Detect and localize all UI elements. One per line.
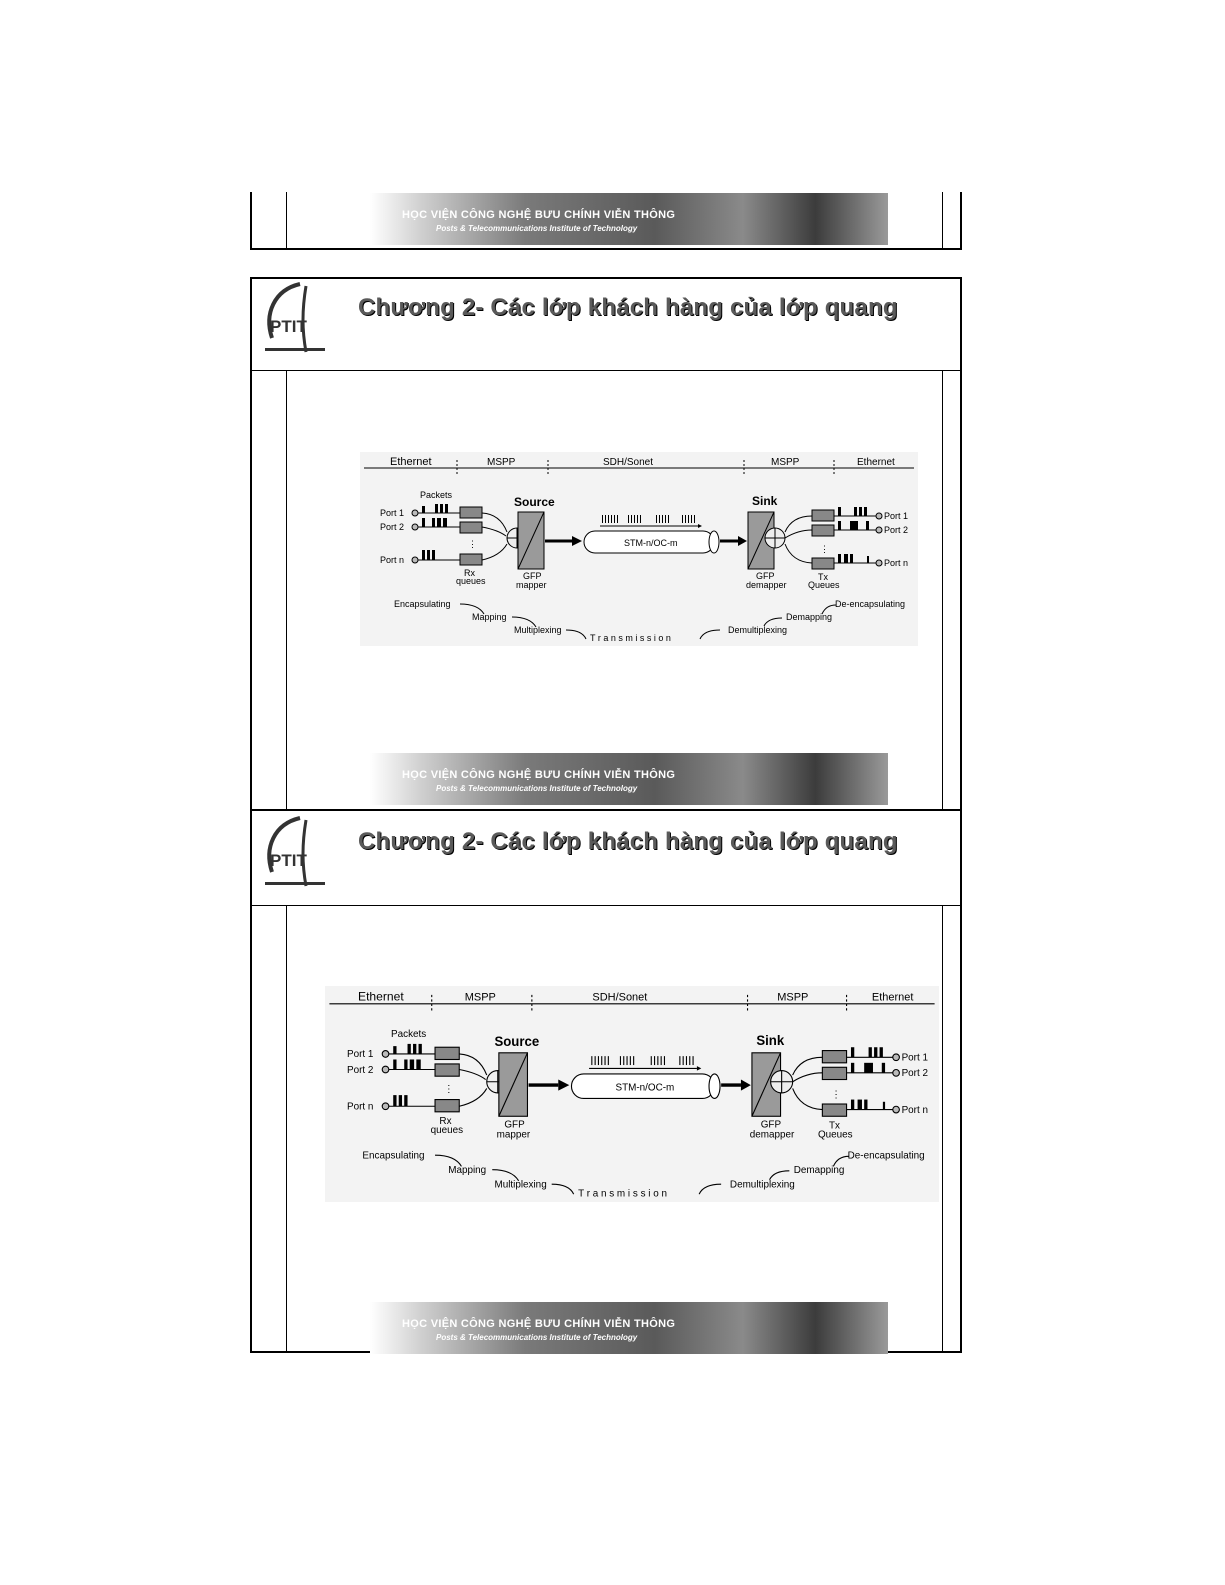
tx-queues-label: Queues <box>817 1129 853 1141</box>
tx-label: Tx <box>818 572 828 582</box>
rx-queues-label: queues <box>456 576 486 586</box>
mapper-label: mapper <box>516 580 547 590</box>
rx-queues-label: queues <box>430 1124 464 1136</box>
institute-banner <box>370 1302 888 1354</box>
ptit-logo <box>262 280 328 363</box>
stm-label: STM-n/OC-m <box>615 1082 675 1094</box>
step-multiplexing: Multiplexing <box>514 625 562 635</box>
packets-label: Packets <box>420 490 453 500</box>
gfp-label: GFP <box>504 1119 525 1131</box>
banner-title: HỌC VIỆN CÔNG NGHỆ BƯU CHÍNH VIỄN THÔNG <box>402 209 676 221</box>
segment-label: MSPP <box>771 457 800 468</box>
demapper-label: demapper <box>749 1129 795 1141</box>
step-demultiplexing: Demultiplexing <box>729 1179 795 1191</box>
gfp-label: GFP <box>756 571 775 581</box>
gfp-transport-diagram <box>325 986 939 1202</box>
segment-label: SDH/Sonet <box>603 457 654 468</box>
step-transmission: T r a n s m i s s i o n <box>590 633 671 643</box>
step-encapsulating: Encapsulating <box>394 599 451 609</box>
source-label: Source <box>494 1034 540 1050</box>
step-demultiplexing: Demultiplexing <box>728 625 788 635</box>
slide-title: Chương 2- Các lớp khách hàng của lớp quang <box>358 828 898 855</box>
segment-label: Ethernet <box>358 989 404 1004</box>
port-in-label: Port 2 <box>380 522 405 532</box>
tx-queues-label: Queues <box>808 580 840 590</box>
institute-banner <box>370 193 888 245</box>
port-in-label: Port n <box>347 1101 374 1113</box>
mapper-label: mapper <box>496 1129 531 1141</box>
source-label: Source <box>514 495 555 509</box>
port-in-label: Port 1 <box>347 1049 374 1061</box>
port-in-label: Port n <box>380 555 405 565</box>
tx-label: Tx <box>828 1120 840 1132</box>
banner-subtitle: Posts & Telecommunications Institute of Technology <box>436 224 638 233</box>
port-out-label: Port n <box>901 1104 928 1116</box>
port-out-label: Port 1 <box>901 1052 928 1064</box>
step-transmission: T r a n s m i s s i o n <box>578 1188 667 1200</box>
ptit-logo <box>262 814 328 897</box>
step-mapping: Mapping <box>448 1165 487 1177</box>
banner-subtitle: Posts & Telecommunications Institute of Technology <box>436 784 638 793</box>
gfp-transport-diagram <box>360 452 918 646</box>
gfp-label: GFP <box>523 571 542 581</box>
slide-title: Chương 2- Các lớp khách hàng của lớp quang <box>358 294 898 321</box>
port-out-label: Port 2 <box>884 525 909 535</box>
step-deencapsulating: De-encapsulating <box>847 1150 925 1162</box>
port-out-label: Port 1 <box>884 511 909 521</box>
sink-label: Sink <box>752 494 778 508</box>
segment-label: SDH/Sonet <box>592 991 648 1004</box>
gfp-label: GFP <box>760 1119 782 1131</box>
segment-label: Ethernet <box>871 991 914 1004</box>
step-demapping: Demapping <box>786 612 833 622</box>
vertical-dots: ⋮ <box>443 1083 454 1095</box>
segment-label: Ethernet <box>857 457 895 468</box>
demapper-label: demapper <box>746 580 787 590</box>
segment-label: MSPP <box>487 457 516 468</box>
rx-label: Rx <box>439 1116 452 1128</box>
banner-title: HỌC VIỆN CÔNG NGHỆ BƯU CHÍNH VIỄN THÔNG <box>402 1318 676 1330</box>
rx-label: Rx <box>464 568 475 578</box>
banner-title: HỌC VIỆN CÔNG NGHỆ BƯU CHÍNH VIỄN THÔNG <box>402 769 676 781</box>
port-out-label: Port 2 <box>901 1068 928 1080</box>
step-multiplexing: Multiplexing <box>494 1179 547 1191</box>
logo-text: PTIT <box>270 317 307 336</box>
vertical-dots: ⋮ <box>820 544 829 554</box>
segment-label: MSPP <box>464 991 496 1004</box>
segment-label: Ethernet <box>390 456 432 468</box>
logo-text: PTIT <box>270 851 307 870</box>
segment-label: MSPP <box>777 991 809 1004</box>
port-out-label: Port n <box>884 558 909 568</box>
port-in-label: Port 1 <box>380 508 405 518</box>
vertical-dots: ⋮ <box>831 1089 842 1101</box>
step-encapsulating: Encapsulating <box>362 1150 425 1162</box>
institute-banner <box>370 753 888 805</box>
sink-label: Sink <box>756 1032 785 1049</box>
step-mapping: Mapping <box>472 612 507 622</box>
step-demapping: Demapping <box>793 1165 845 1177</box>
banner-subtitle: Posts & Telecommunications Institute of Technology <box>436 1333 638 1342</box>
step-deencapsulating: De-encapsulating <box>835 599 906 609</box>
stm-label: STM-n/OC-m <box>624 538 678 548</box>
port-in-label: Port 2 <box>347 1064 374 1076</box>
vertical-dots: ⋮ <box>468 539 477 549</box>
packets-label: Packets <box>391 1029 427 1041</box>
